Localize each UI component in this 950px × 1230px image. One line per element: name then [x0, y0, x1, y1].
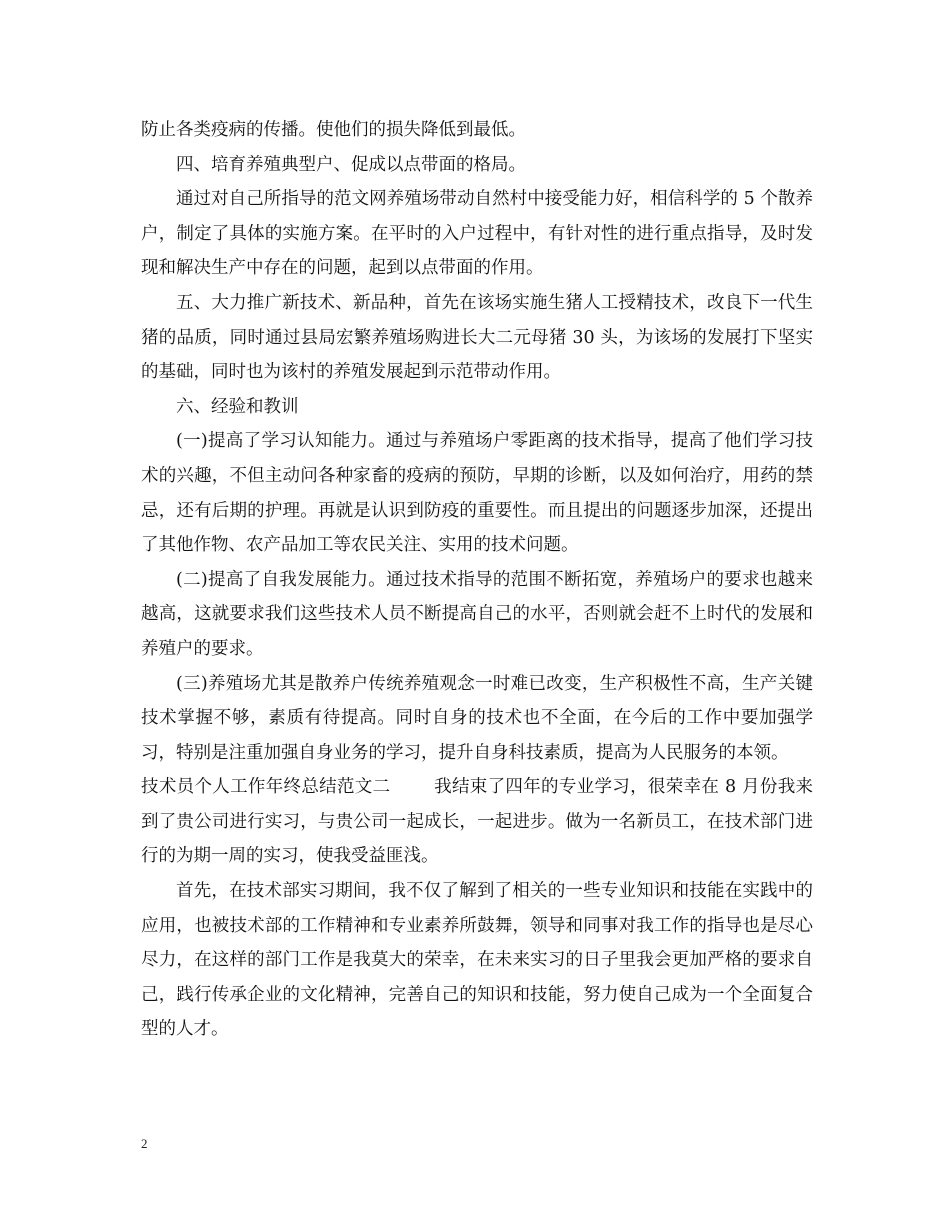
section-two-intro [141, 770, 813, 874]
page-number: 2 [141, 1136, 148, 1151]
lesson-two-paragraph: (二)提高了自我发展能力。通过技术指导的范围不断拓宽，养殖场户的要求也越来越高，这就要求我们这些技术人员不断提高自己的水平，否则就会赶不上时代的发展和养殖户的要求。 [141, 569, 813, 659]
lesson-three-paragraph: (三)养殖场尤其是散养户传统养殖观念一时难已改变，生产积极性不高，生产关键技术掌握不够，素质有待提高。同时自身的技术也不全面，在今后的工作中要加强学习，特别是注重加强自身业务的学习，提升自身科技素质，提高为人民服务的本领。 [141, 673, 813, 763]
document-body [141, 113, 813, 1047]
lesson-one-paragraph: (一)提高了学习认知能力。通过与养殖场户零距离的技术指导，提高了他们学习技术的兴趣，不但主动问各种家畜的疫病的预防，早期的诊断，以及如何治疗，用药的禁忌，还有后期的护理。再就是认识到防疫的重要性。而且提出的问题逐步加深，还提出了其他作物、农产品加工等农民关注、实用的技术问题。 [141, 431, 813, 556]
heading-six: 六、经验和教训 [176, 396, 299, 417]
closing-paragraph: 首先，在技术部实习期间，我不仅了解到了相关的一些专业知识和技能在实践中的应用，也被技术部的工作精神和专业素养所鼓舞，领导和同事对我工作的指导也是尽心尽力，在这样的部门工作是我莫大的荣幸，在未来实习的日子里我会更加严格的要求自己，践行传承企业的文化精神，完善自己的知识和技能，努力使自己成为一个全面复合型的人才。 [141, 881, 813, 1040]
section-intro-text: 我结束了四年的专业学习，很荣幸在 8 月份我来到了贵公司进行实习，与贵公司一起成长，一起进步。做为一名新员工，在技术部门进行的为期一周的实习，使我受益匪浅。 [141, 777, 814, 867]
paragraph-3: 通过对自己所指导的范文网养殖场带动自然村中接受能力好，相信科学的 5 个散养户，制定了具体的实施方案。在平时的入户过程中，有针对性的进行重点指导，及时发现和解决生产中存在的问题，起到以点带面的作用。 [141, 189, 813, 279]
paragraph-1: 防止各类疫病的传播。使他们的损失降低到最低。 [141, 120, 526, 140]
heading-four: 四、培育养殖典型户、促成以点带面的格局。 [176, 154, 526, 175]
heading-five-paragraph: 五、大力推广新技术、新品种，首先在该场实施生猪人工授精技术，改良下一代生猪的品质，同时通过县局宏繁养殖场购进长大二元母猪 30 头，为该场的发展打下坚实的基础，同时也为该村的养殖发展起到示范带动作用。 [141, 292, 813, 383]
section-title: 技术员个人工作年终总结范文二 [141, 777, 391, 798]
